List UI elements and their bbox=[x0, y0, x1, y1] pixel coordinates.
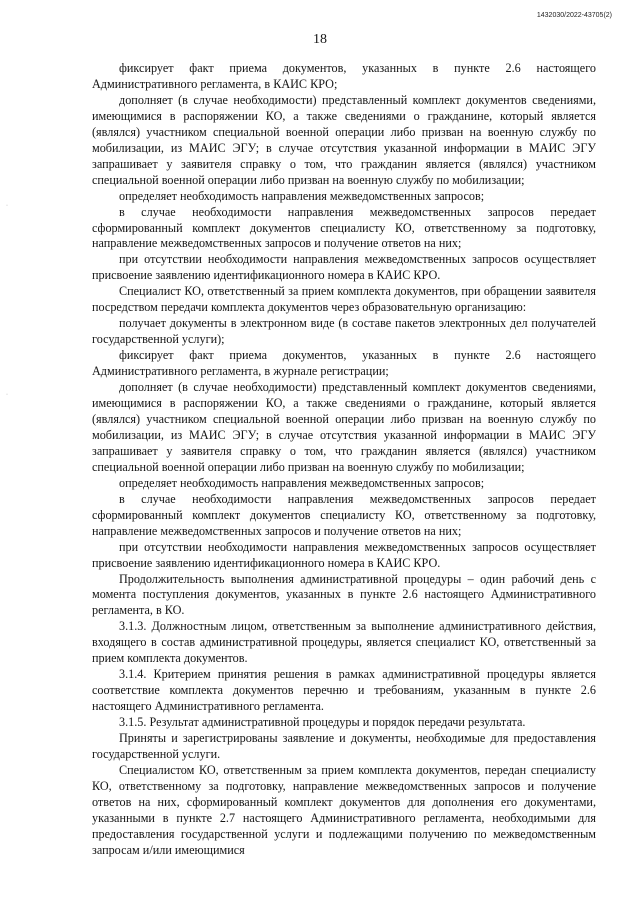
page-number: 18 bbox=[313, 32, 327, 47]
paragraph: Продолжительность выполнения административной процедуры – один рабочий день с момента поступления документов, указанных в пункте 2.6 настоящего Административного регламента, в КО. bbox=[92, 571, 596, 618]
paragraph: дополняет (в случае необходимости) представленный комплект документов сведениями, имеющимися в распоряжении КО, а также сведениями о гражданине, который является (являлся) участником специальной военной операции либо призван на военную службу по мобилизации, из МАИС ЭГУ; в случае отсутствия указанной информации в МАИС ЭГУ запрашивает у заявителя справку о том, что гражданин является (являлся) участником специальной военной операции либо призван на военную службу по мобилизации; bbox=[92, 380, 596, 474]
paragraph: дополняет (в случае необходимости) представленный комплект документов сведениями, имеющимися в распоряжении КО, а также сведениями о гражданине, который является (являлся) участником специальной военной операции либо призван на военную службу по мобилизации, из МАИС ЭГУ; в случае отсутствия указанной информации в МАИС ЭГУ запрашивает у заявителя справку о том, что гражданин является (являлся) участником специальной военной операции либо призван на военную службу по мобилизации; bbox=[92, 92, 596, 187]
paragraph: получает документы в электронном виде (в составе пакетов электронных дел получателей государственной услуги); bbox=[92, 316, 596, 347]
document-id: 1432030/2022-43705(2) bbox=[536, 12, 612, 19]
paragraph: в случае необходимости направления межведомственных запросов передает сформированный комплект документов специалисту КО, ответственному за подготовку, направление межведомственных запросов и получение ответов на них; bbox=[92, 204, 596, 251]
paragraph: определяет необходимость направления межведомственных запросов; bbox=[119, 188, 485, 203]
paragraph: 3.1.4. Критерием принятия решения в рамках административной процедуры является соответствие комплекта документов перечню и требованиям, указанным в пункте 2.6 настоящего Административного регламента. bbox=[92, 667, 596, 714]
paragraph: фиксирует факт приема документов, указанных в пункте 2.6 настоящего Административного регламента, в КАИС КРО; bbox=[92, 61, 596, 91]
document-body bbox=[92, 61, 596, 859]
paragraph: 3.1.5. Результат административной процедуры и порядок передачи результата. bbox=[119, 715, 526, 730]
margin-mark: · bbox=[6, 392, 8, 398]
paragraph: определяет необходимость направления межведомственных запросов; bbox=[119, 475, 485, 490]
paragraph: Приняты и зарегистрированы заявление и документы, необходимые для предоставления государственной услуги. bbox=[92, 731, 596, 761]
paragraph: в случае необходимости направления межведомственных запросов передает сформированный комплект документов специалисту КО, ответственному за подготовку, направление межведомственных запросов и получение ответов на них; bbox=[92, 491, 596, 538]
margin-mark: · bbox=[6, 203, 8, 209]
paragraph: при отсутствии необходимости направления межведомственных запросов осуществляет присвоение заявлению идентификационного номера в КАИС КРО. bbox=[92, 252, 596, 283]
paragraph: при отсутствии необходимости направления межведомственных запросов осуществляет присвоение заявлению идентификационного номера в КАИС КРО. bbox=[92, 539, 596, 570]
paragraph: Специалистом КО, ответственным за прием комплекта документов, передан специалисту КО, ответственному за подготовку, направление межведомственных запросов и получение ответов на них, сформированный комплект документов для дополнения его документами, указанными в пункте 2.7 настоящего Административного регламента, необходимыми для предоставления государственной услуги и подлежащими получению по межведомственным запросам и/или имеющимися bbox=[92, 762, 596, 857]
paragraph: 3.1.3. Должностным лицом, ответственным за выполнение административного действия, входящего в состав административной процедуры, является специалист КО, ответственный за прием комплекта документов. bbox=[92, 619, 596, 666]
paragraph: Специалист КО, ответственный за прием комплекта документов, при обращении заявителя посредством передачи комплекта документов через образовательную организацию: bbox=[92, 284, 596, 315]
paragraph: фиксирует факт приема документов, указанных в пункте 2.6 настоящего Административного регламента, в журнале регистрации; bbox=[92, 348, 596, 379]
